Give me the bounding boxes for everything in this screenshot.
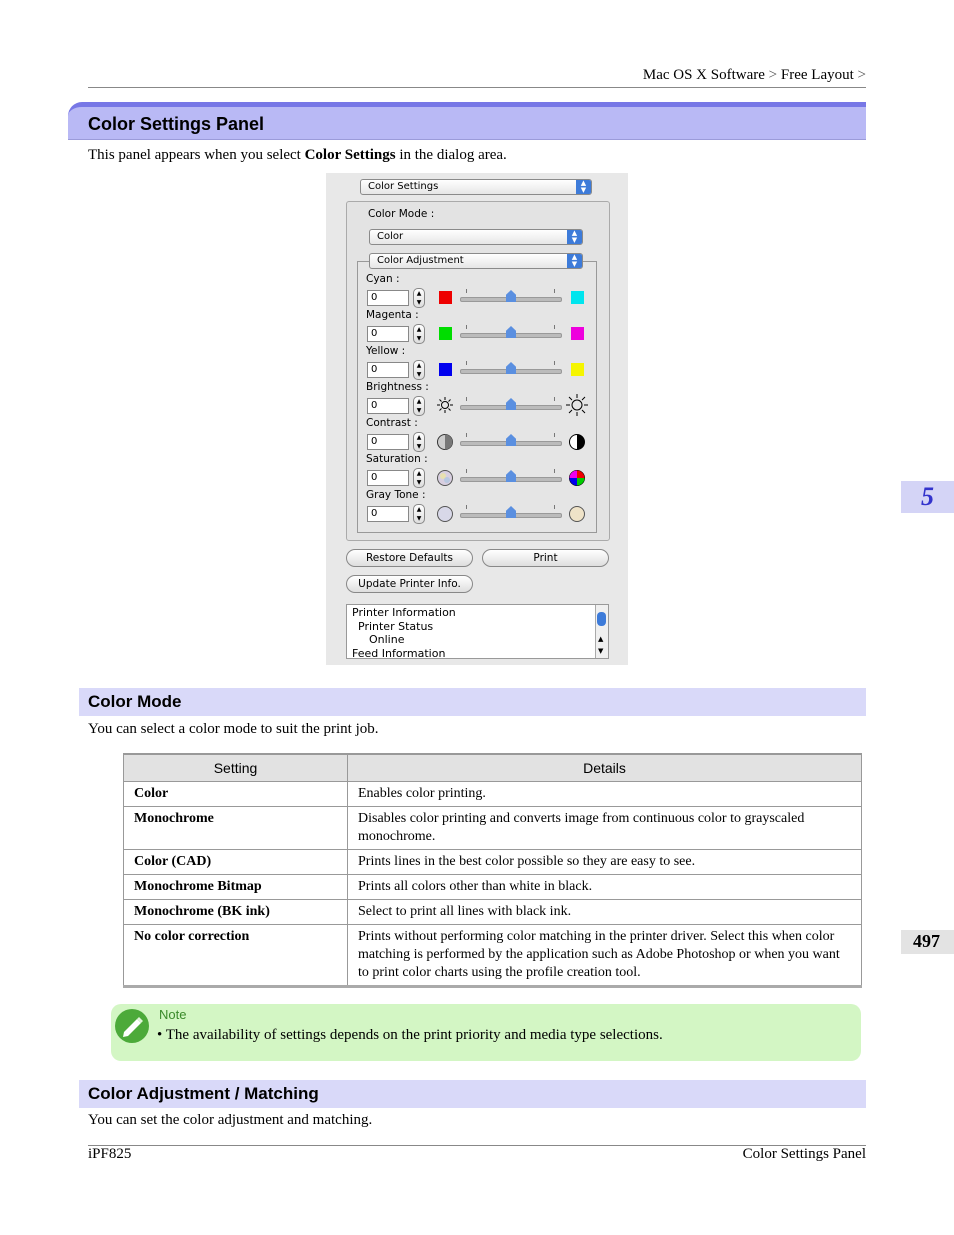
setting-cell: Monochrome (BK ink) xyxy=(124,900,348,925)
list-item: Online xyxy=(369,633,405,646)
list-scrollbar[interactable] xyxy=(595,605,608,658)
details-cell: Prints without performing color matching in the printer driver. Select this when color matching is performed by the application such as Adobe Photoshop or when you want to print color charts using the profile creation tool. xyxy=(348,925,862,987)
slider-tick xyxy=(466,505,467,509)
yellow-field[interactable]: 0 xyxy=(367,362,409,378)
print-button[interactable]: Print xyxy=(482,549,609,567)
details-cell: Select to print all lines with black ink. xyxy=(348,900,862,925)
note-body xyxy=(157,1027,663,1044)
setting-cell: Color xyxy=(124,782,348,807)
yellow-stepper[interactable]: ▲ ▼ xyxy=(413,360,425,380)
chapter-number: 5 xyxy=(921,482,934,511)
slider-tick xyxy=(554,433,555,437)
contrast-low-icon xyxy=(436,433,454,451)
column-header-setting: Setting xyxy=(124,754,348,782)
section-title: Color Adjustment / Matching xyxy=(88,1084,319,1103)
green-swatch xyxy=(439,327,452,340)
restore-defaults-button[interactable]: Restore Defaults xyxy=(346,549,473,567)
section-heading-color-mode xyxy=(79,688,866,716)
intro-text-end: in the dialog area. xyxy=(395,147,507,163)
pencil-note-icon xyxy=(115,1009,149,1043)
brightness-label: Brightness : xyxy=(366,381,429,393)
cyan-stepper[interactable]: ▲ ▼ xyxy=(413,288,425,308)
color-mode-table xyxy=(123,753,862,988)
panel-select-popup[interactable] xyxy=(360,179,592,195)
section-heading-color-settings-panel xyxy=(68,102,866,140)
scrollbar-thumb[interactable] xyxy=(597,612,606,626)
popup-label: Color xyxy=(377,231,404,242)
saturation-stepper[interactable]: ▲ ▼ xyxy=(413,468,425,488)
table-row xyxy=(124,900,862,925)
saturation-high-icon xyxy=(568,469,586,487)
saturation-low-icon xyxy=(436,469,454,487)
slider-tick xyxy=(554,469,555,473)
saturation-label: Saturation : xyxy=(366,453,428,465)
contrast-stepper[interactable]: ▲ ▼ xyxy=(413,432,425,452)
breadcrumb xyxy=(643,67,866,84)
footer-model: iPF825 xyxy=(88,1146,132,1162)
breadcrumb-item[interactable]: Free Layout xyxy=(780,67,854,83)
updown-arrow-icon: ▲ ▼ xyxy=(576,180,591,194)
list-item: Printer Information xyxy=(352,606,456,619)
details-cell: Prints all colors other than white in black. xyxy=(348,875,862,900)
setting-cell: Monochrome Bitmap xyxy=(124,875,348,900)
slider-tick xyxy=(466,433,467,437)
details-cell: Enables color printing. xyxy=(348,782,862,807)
page-number-tab xyxy=(901,930,954,954)
breadcrumb-separator: > xyxy=(857,67,866,83)
cool-tone-icon xyxy=(436,505,454,523)
setting-cell: Monochrome xyxy=(124,807,348,850)
slider-tick xyxy=(554,289,555,293)
slider-tick xyxy=(554,325,555,329)
table-row xyxy=(124,875,862,900)
breadcrumb-item[interactable]: Mac OS X Software xyxy=(642,67,765,83)
table-row xyxy=(124,850,862,875)
magenta-field[interactable]: 0 xyxy=(367,326,409,342)
contrast-field[interactable]: 0 xyxy=(367,434,409,450)
header-rule xyxy=(88,87,866,88)
details-cell: Disables color printing and converts image from continuous color to grayscaled monochrome. xyxy=(348,807,862,850)
gray-tone-field[interactable]: 0 xyxy=(367,506,409,522)
section-title: Color Settings Panel xyxy=(88,114,265,134)
table-row xyxy=(124,782,862,807)
update-printer-info-button[interactable]: Update Printer Info. xyxy=(346,575,473,593)
intro-paragraph xyxy=(88,147,507,164)
scroll-up-icon[interactable]: ▲ xyxy=(598,635,604,643)
section-title: Color Mode xyxy=(88,692,182,711)
color-mode-popup[interactable] xyxy=(369,229,583,245)
sun-dim-icon xyxy=(436,396,454,414)
intro-text: This panel appears when you select xyxy=(88,147,305,163)
printer-info-list[interactable] xyxy=(346,604,609,659)
yellow-label: Yellow : xyxy=(366,345,406,357)
brightness-stepper[interactable]: ▲ ▼ xyxy=(413,396,425,416)
scroll-down-icon[interactable]: ▼ xyxy=(598,647,604,655)
setting-cell: Color (CAD) xyxy=(124,850,348,875)
slider-tick xyxy=(466,469,467,473)
brightness-field[interactable]: 0 xyxy=(367,398,409,414)
slider-tick xyxy=(466,397,467,401)
column-header-details: Details xyxy=(348,754,862,782)
gray-tone-stepper[interactable]: ▲ ▼ xyxy=(413,504,425,524)
intro-bold-term: Color Settings xyxy=(304,147,396,163)
red-swatch xyxy=(439,291,452,304)
slider-tick xyxy=(554,397,555,401)
footer-section: Color Settings Panel xyxy=(742,1146,866,1162)
slider-tick xyxy=(466,325,467,329)
cyan-field[interactable]: 0 xyxy=(367,290,409,306)
slider-tick xyxy=(466,289,467,293)
popup-label: Color Adjustment xyxy=(377,255,464,266)
note-text: The availability of settings depends on the print priority and media type selections. xyxy=(165,1027,663,1043)
table-header-row xyxy=(124,754,862,782)
slider-tick xyxy=(466,361,467,365)
magenta-swatch xyxy=(571,327,584,340)
chapter-tab[interactable] xyxy=(901,481,954,513)
saturation-field[interactable]: 0 xyxy=(367,470,409,486)
magenta-stepper[interactable]: ▲ ▼ xyxy=(413,324,425,344)
updown-arrow-icon: ▲ ▼ xyxy=(567,254,582,268)
cyan-label: Cyan : xyxy=(366,273,400,285)
table-row xyxy=(124,925,862,987)
blue-swatch xyxy=(439,363,452,376)
yellow-swatch xyxy=(571,363,584,376)
color-settings-screenshot xyxy=(326,173,628,665)
updown-arrow-icon: ▲ ▼ xyxy=(567,230,582,244)
list-item: Printer Status xyxy=(358,620,434,633)
gray-tone-label: Gray Tone : xyxy=(366,489,426,501)
list-item: Feed Information xyxy=(352,647,446,660)
magenta-label: Magenta : xyxy=(366,309,419,321)
cyan-swatch xyxy=(571,291,584,304)
color-mode-intro: You can select a color mode to suit the print job. xyxy=(88,721,379,737)
color-adjustment-popup[interactable] xyxy=(369,253,583,269)
sun-bright-icon xyxy=(566,394,588,416)
note-box xyxy=(111,1004,861,1061)
details-cell: Prints lines in the best color possible so they are easy to see. xyxy=(348,850,862,875)
color-adjustment-intro: You can set the color adjustment and matching. xyxy=(88,1112,373,1128)
setting-cell: No color correction xyxy=(124,925,348,987)
popup-label: Color Settings xyxy=(368,181,439,192)
warm-tone-icon xyxy=(568,505,586,523)
slider-tick xyxy=(554,505,555,509)
section-heading-color-adjustment xyxy=(79,1080,866,1108)
note-title: Note xyxy=(159,1007,187,1022)
slider-tick xyxy=(554,361,555,365)
contrast-high-icon xyxy=(568,433,586,451)
color-mode-label: Color Mode : xyxy=(368,208,435,220)
page-number: 497 xyxy=(913,931,940,951)
contrast-label: Contrast : xyxy=(366,417,418,429)
breadcrumb-separator: > xyxy=(768,67,778,83)
table-row xyxy=(124,807,862,850)
bullet: • xyxy=(157,1027,163,1043)
